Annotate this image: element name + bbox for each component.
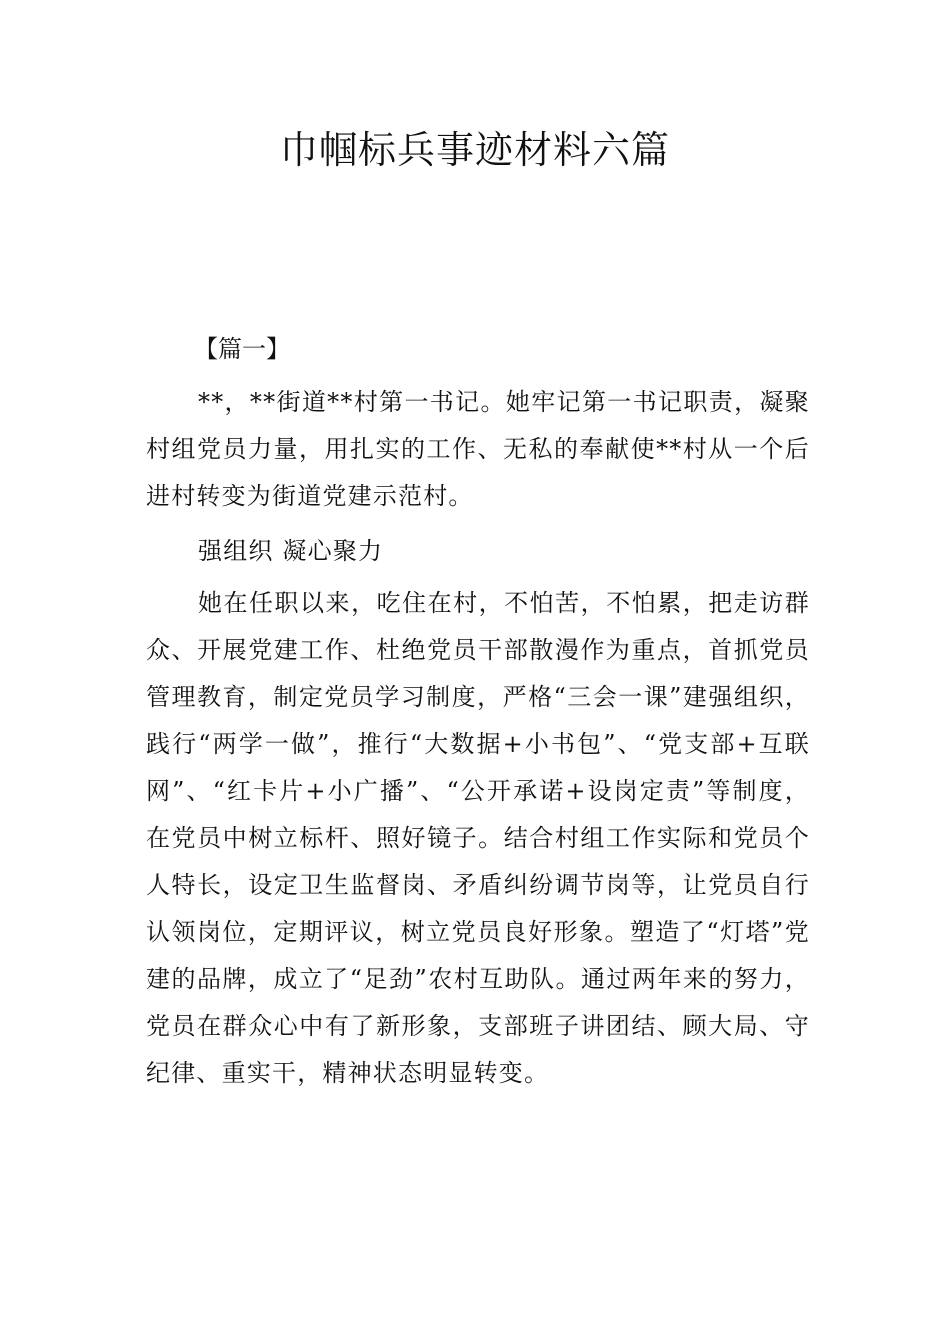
section-label: 【篇一】 [194,335,290,363]
body-paragraph: 她在任职以来，吃住在村，不怕苦，不怕累，把走访群众、开展党建工作、杜绝党员干部散漫作为重点，首抓党员管理教育，制定党员学习制度，严格“三会一课”建强组织，践行“两学一做”，推行“大数据+小书包”、“党支部+互联网”、“红卡片+小广播”、“公开承诺+设岗定责”等制度，在党员中树立标杆、照好镜子。结合村组工作实际和党员个人特长，设定卫生监督岗、矛盾纠纷调节岗等，让党员自行认领岗位，定期评议，树立党员良好形象。塑造了“灯塔”党建的品牌，成立了“足劲”农村互助队。通过两年来的努力，党员在群众心中有了新形象，支部班子讲团结、顾大局、守纪律、重实干，精神状态明显转变。 [146,589,810,1087]
document-title: 巾帼标兵事迹材料六篇 [279,128,670,172]
intro-paragraph: **，**街道**村第一书记。她牢记第一书记职责，凝聚村组党员力量，用扎实的工作、无私的奉献使**村从一个后进村转变为街道党建示范村。 [146,388,810,510]
section-subheading: 强组织 凝心聚力 [198,537,384,565]
document-body [146,325,810,1097]
